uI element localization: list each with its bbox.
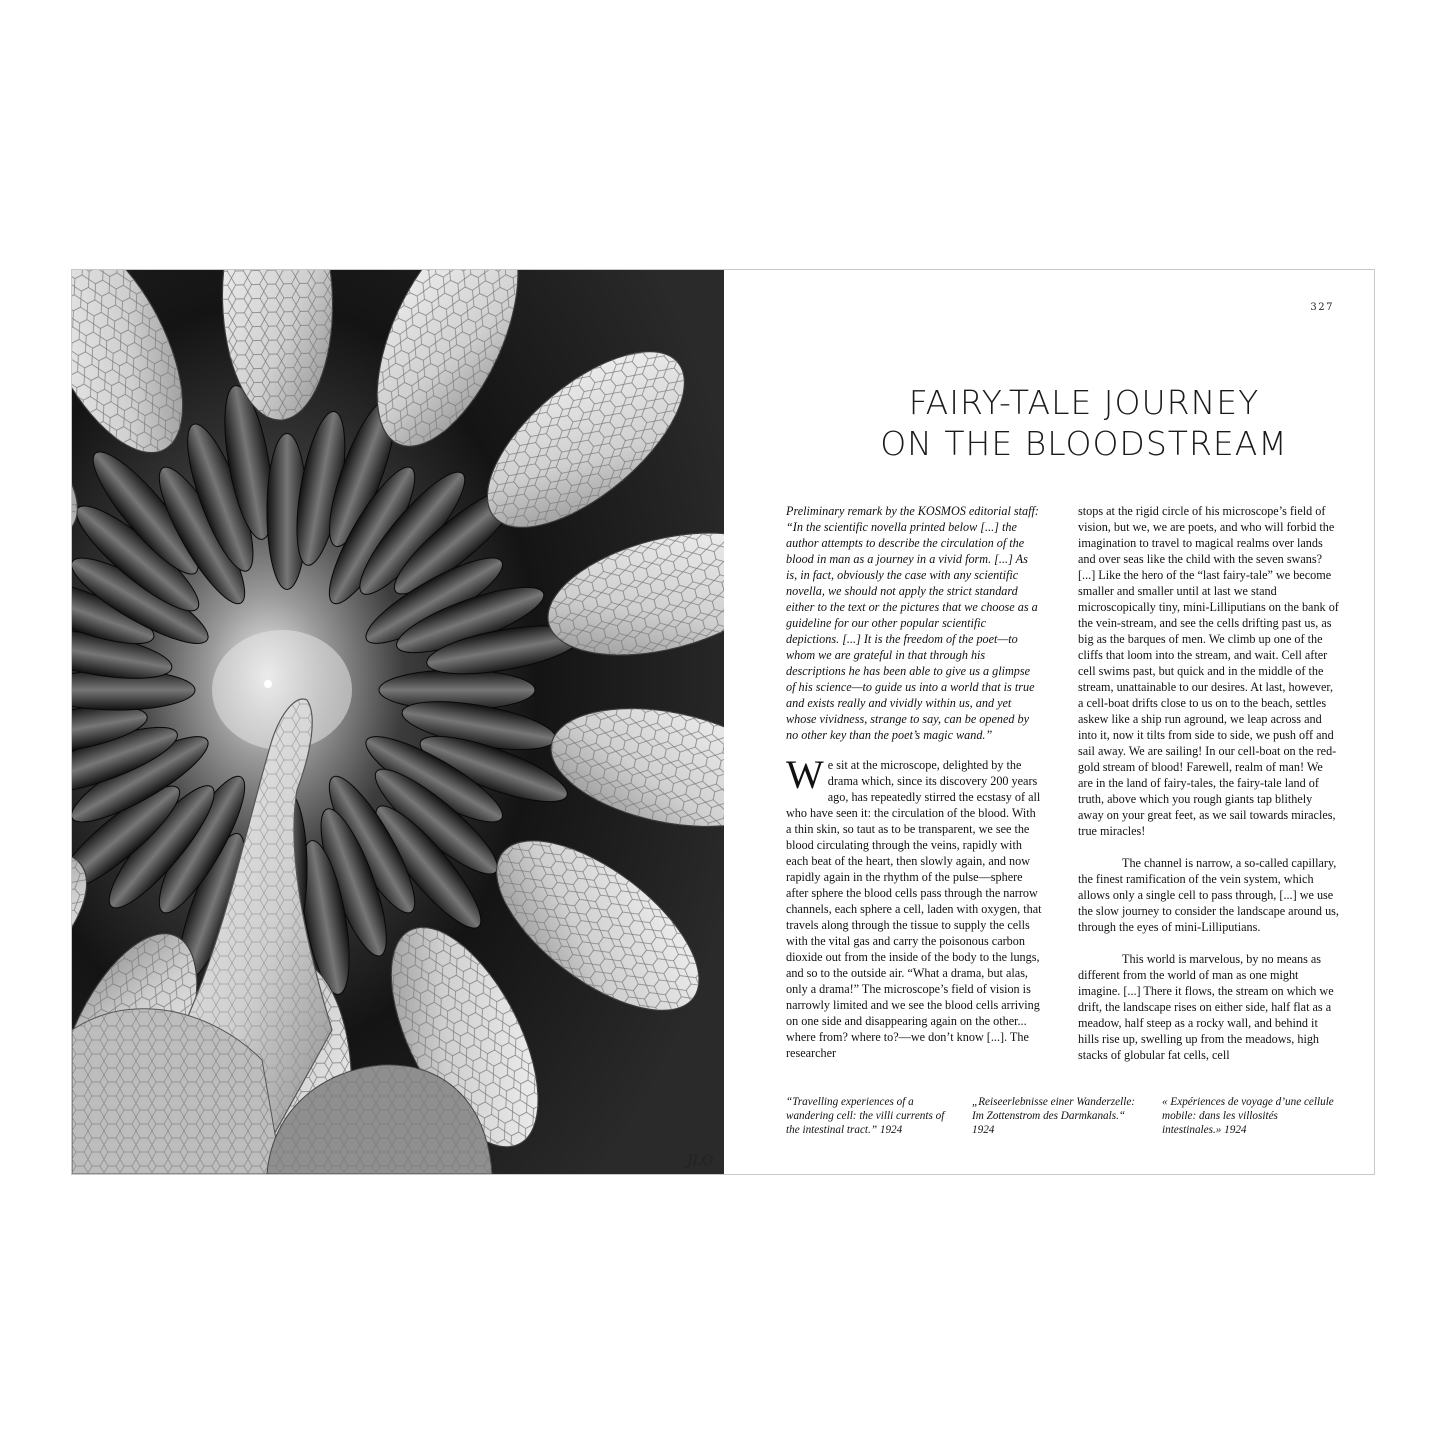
caption-english: “Travelling experiences of a wandering cell: the villi currents of the intestinal tract.” 1924 <box>786 1096 945 1136</box>
body-paragraph-1-continued: stops at the rigid circle of his microscope’s field of vision, but we, we are poets, and who will forbid the imagination to travel to magical realms over lands and over seas like the child with the seven swans? [...] Like the hero of the “last fairy-tale” we become smaller and smaller until at last we stand microscopically tiny, mini-Lilliputians on the bank of the vein-stream, and see the cells drifting past us, as big as the barques of men. We climb up one of the cliffs that loom into the stream, and wait. Cell after cell swims past, but quick and in the middle of the stream, unattainable to our desires. At last, however, a cell-boat drifts close to us on to the beach, settles askew like a ship run aground, we leap across and into it, now it tilts from side to side, we push off and sail away. We are sailing! In our cell-boat on the red-gold stream of blood! Farewell, realm of man! We are in the land of fairy-tales, the fairy-tale land of truth, above which you rough giants tap blithely away on your great feet, as we sail towards miracles, true miracles! <box>1078 504 1339 838</box>
title-line-1: FAIRY-TALE JOURNEY <box>908 383 1260 422</box>
artist-signature: JLO <box>687 1153 714 1169</box>
body-paragraph-1 <box>786 752 1042 1061</box>
villi-drawing <box>72 270 724 1174</box>
title-line-2: ON THE BLOODSTREAM <box>880 424 1288 463</box>
body-paragraph-3: This world is marvelous, by no means as different from the world of man as one might imagine. [...] There it flows, the stream on which we drift, the landscape rises on either side, half flat as a meadow, half steep as a rocky wall, and behind it hills rise up, swelling up from the meadows, high stacks of globular fat cells, cell <box>1078 952 1334 1062</box>
editorial-intro: Preliminary remark by the KOSMOS editorial staff: “In the scientific novella printed below [...] the author attempts to describe the circulation of the blood in man as a journey in a vivid form. [...] As is, in fact, obviously the case with any scientific novella, we should not apply the strict standard either to the text or the pictures that we choose as a guideline for our other popular scientific depictions. [...] It is the freedom of the poet—to whom we are grateful in that through his descriptions he has been able to give us a glimpse of his science—to guide us into a world that is true and exists really and vividly within us, and yet whose vividness, strange to say, can be opened by no other key than the poet’s magic wand.” <box>786 504 1039 742</box>
text-column-right <box>1078 503 1340 1063</box>
caption-french: « Expériences de voyage d’une cellule mobile: dans les villosités intestinales.» 1924 <box>1162 1096 1334 1136</box>
body-paragraph-2: The channel is narrow, a so-called capillary, the finest ramification of the vein system, which allows only a single cell to pass through, [...] we use the slow journey to consider the landscape around us, through the eyes of mini-Lilliputians. <box>1078 856 1339 934</box>
caption-german: „Reiseerlebnisse einer Wanderzelle: Im Zottenstrom des Darmkanals.“ 1924 <box>972 1096 1136 1136</box>
text-column-left <box>786 503 1042 1061</box>
villi-illustration <box>72 270 724 1174</box>
book-spread <box>71 269 1375 1175</box>
page-title <box>772 382 1396 464</box>
drop-cap: W <box>786 752 824 797</box>
tiny-figure <box>264 680 272 688</box>
page-number: 327 <box>1310 302 1334 313</box>
body-paragraph-1-text: e sit at the microscope, delighted by the drama which, since its discovery 200 years ago, has repeatedly stirred the ecstasy of all who have seen it: the circulation of the blood. With a thin skin, so taut as to be transparent, we see the blood circulating through the veins, rapidly with each beat of the heart, then slowly again, and now rapidly again in the rhythm of the pulse—sphere after sphere the blood cells pass through the narrow channels, each sphere a cell, laden with oxygen, that travels along through the tissue to supply the cells with the vital gas and carry the poisonous carbon dioxide out from the inside of the body to the lungs, and so to the outside air. “What a drama, but alas, only a drama!” The microscope’s field of vision is narrowly limited and we see the blood cells arriving on one side and disappearing again on the other... where from? where to?—we don’t know [...]. The researcher <box>786 758 1042 1060</box>
